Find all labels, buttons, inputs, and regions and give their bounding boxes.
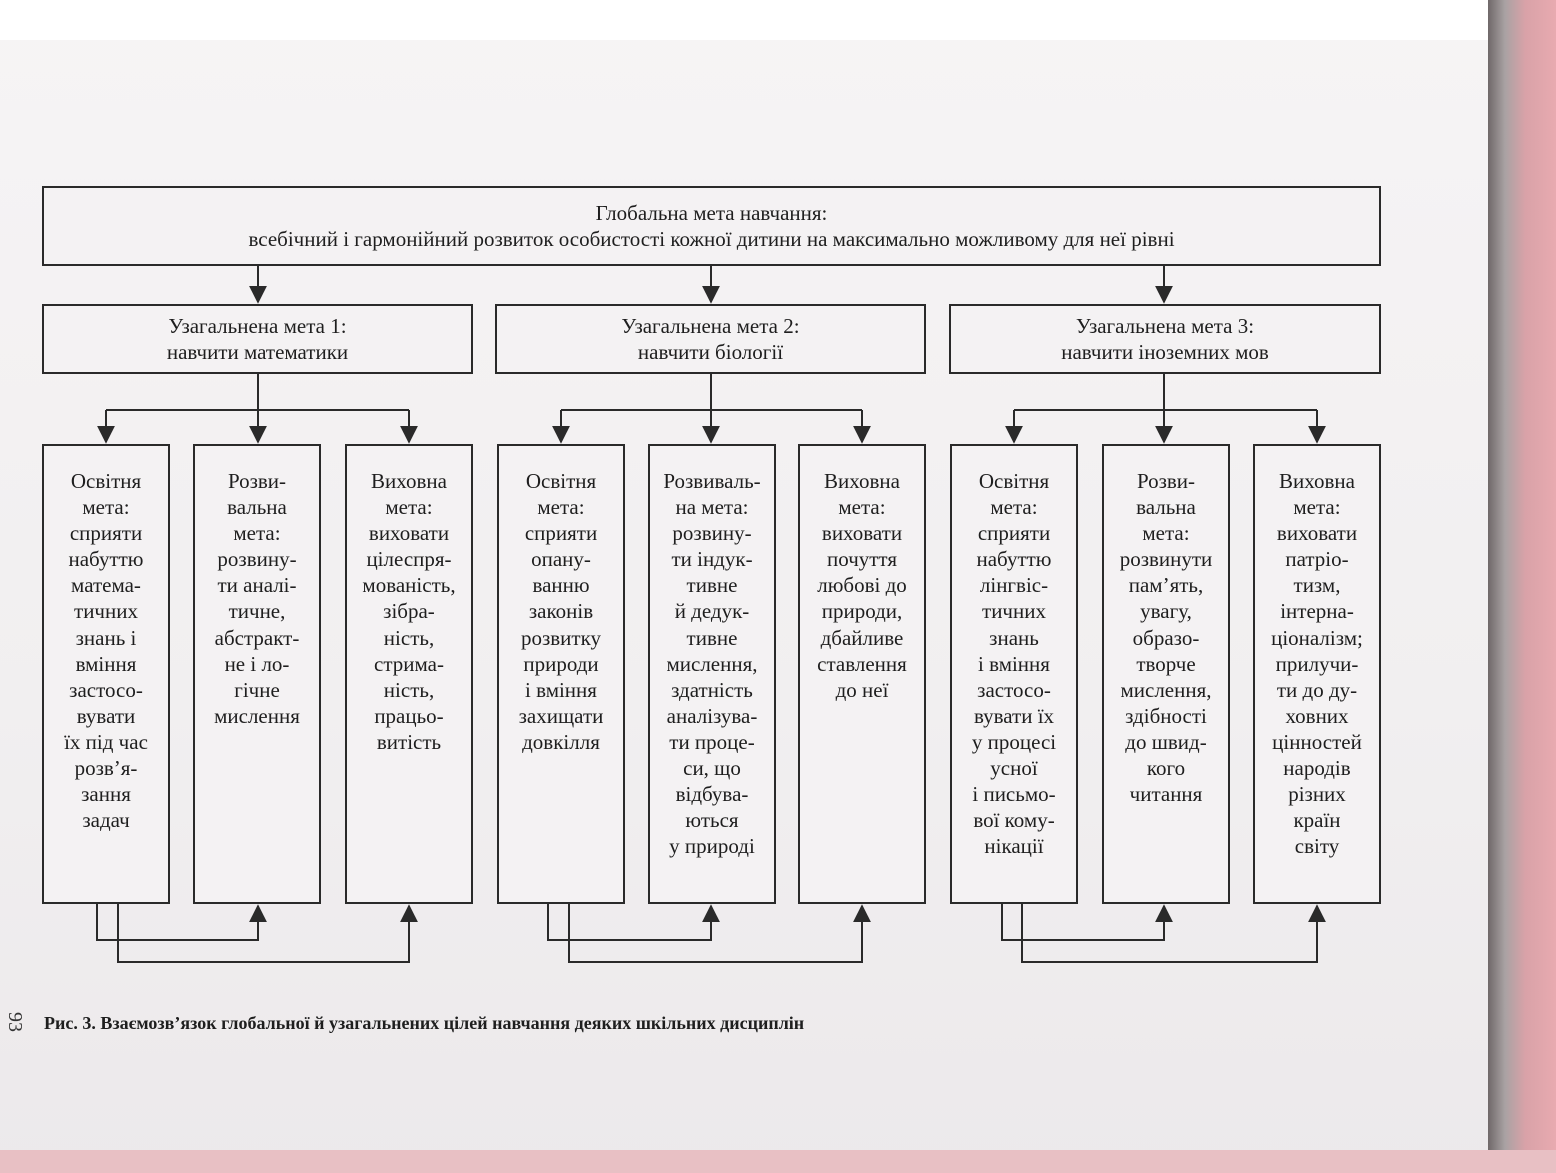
subgoal-link-arrow xyxy=(97,904,258,940)
page-number: 93 xyxy=(4,1012,26,1032)
subgoal-link-arrow xyxy=(118,904,409,962)
generalized-goal-languages-title: Узагальнена мета 3: xyxy=(1075,314,1255,338)
global-goal-box xyxy=(42,186,1381,266)
global-goal-description: всебічний і гармонійний розвиток особистості кожної дитини на максимально можливому для неї рівні xyxy=(248,227,1175,251)
generalized-goal-biology-box xyxy=(495,304,926,374)
languages-developmental-goal: Розви- вальна мета: розвинути пам’ять, увагу, образо- творче мислення, здібності до швид- кого читання xyxy=(1102,444,1230,904)
languages-educational-goal: Освітня мета: сприяти набуттю лінгвіс- тичних знань і вміння застосо- вувати їх у процесі усної і письмо- вої кому- нікації xyxy=(950,444,1078,904)
book-spine-edge xyxy=(1488,0,1556,1173)
biology-developmental-goal: Розвиваль- на мета: розвину- ти індук- тивне й дедук- тивне мислення, здатність аналізува- ти проце- си, що відбува- ються у природі xyxy=(648,444,776,904)
generalized-goal-math-title: Узагальнена мета 1: xyxy=(168,314,347,338)
biology-educational-goal: Освітня мета: сприяти опану- ванню законів розвитку природи і вміння захищати довкілля xyxy=(497,444,625,904)
generalized-goal-biology-subject: навчити біології xyxy=(637,340,784,364)
generalized-goal-languages-box xyxy=(949,304,1381,374)
generalized-goal-languages-subject: навчити іноземних мов xyxy=(1061,340,1269,364)
subgoal-link-arrow xyxy=(569,904,862,962)
biology-upbringing-goal: Виховна мета: виховати почуття любові до природи, дбайливе ставлення до неї xyxy=(798,444,926,904)
subgoal-link-arrow xyxy=(548,904,711,940)
generalized-goal-biology-title: Узагальнена мета 2: xyxy=(621,314,800,338)
global-goal-title: Глобальна мета навчання: xyxy=(595,201,828,225)
generalized-goal-math-box xyxy=(42,304,473,374)
languages-upbringing-goal: Виховна мета: виховати патріо- тизм, інтерна- ціоналізм; прилучи- ти до ду- ховних цінностей народів різних країн світу xyxy=(1253,444,1381,904)
generalized-goal-math-subject: навчити математики xyxy=(166,340,349,364)
subgoal-link-arrow xyxy=(1002,904,1164,940)
figure-caption: Рис. 3. Взаємозв’язок глобальної й узагальнених цілей навчання деяких шкільних дисциплін xyxy=(44,1013,805,1033)
scan-bottom-edge xyxy=(0,1150,1556,1173)
subgoal-link-arrow xyxy=(1022,904,1317,962)
math-upbringing-goal: Виховна мета: виховати цілеспря- мованість, зібра- ність, стрима- ність, працьо- витість xyxy=(345,444,473,904)
math-developmental-goal: Розви- вальна мета: розвину- ти аналі- тичне, абстракт- не і ло- гічне мислення xyxy=(193,444,321,904)
math-educational-goal: Освітня мета: сприяти набуттю матема- тичних знань і вміння застосо- вувати їх під час розв’я- зання задач xyxy=(42,444,170,904)
